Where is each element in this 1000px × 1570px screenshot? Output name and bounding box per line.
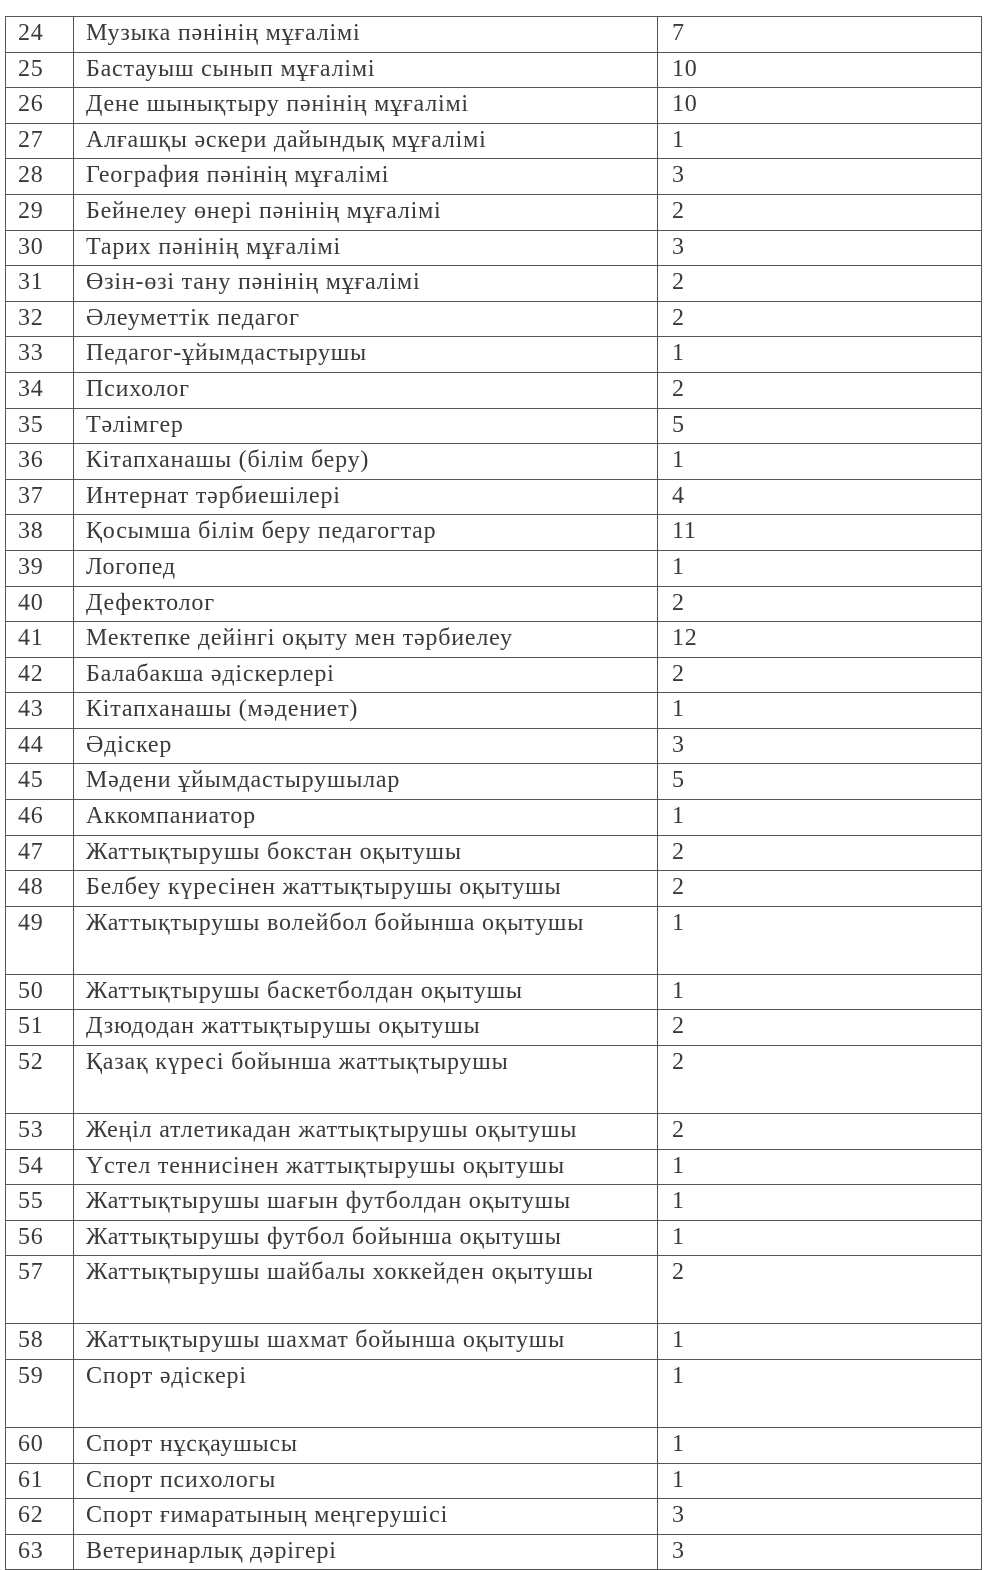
position-title: Үстел теннисінен жаттықтырушы оқытушы bbox=[74, 1149, 658, 1185]
position-count: 2 bbox=[658, 657, 982, 693]
position-count: 2 bbox=[658, 1010, 982, 1046]
position-count: 1 bbox=[658, 974, 982, 1010]
row-number: 53 bbox=[6, 1114, 74, 1150]
table-row bbox=[6, 835, 982, 871]
position-title: Бейнелеу өнері пәнінің мұғалімі bbox=[74, 194, 658, 230]
position-title: Жеңіл атлетикадан жаттықтырушы оқытушы bbox=[74, 1114, 658, 1150]
position-count: 1 bbox=[658, 906, 982, 974]
row-number: 28 bbox=[6, 159, 74, 195]
row-number: 55 bbox=[6, 1185, 74, 1221]
table-row bbox=[6, 1360, 982, 1428]
position-title: Дефектолог bbox=[74, 586, 658, 622]
position-count: 1 bbox=[658, 550, 982, 586]
table-row bbox=[6, 1324, 982, 1360]
row-number: 35 bbox=[6, 408, 74, 444]
position-title: Интернат тәрбиешілері bbox=[74, 479, 658, 515]
row-number: 51 bbox=[6, 1010, 74, 1046]
row-number: 58 bbox=[6, 1324, 74, 1360]
position-count: 2 bbox=[658, 871, 982, 907]
position-title: Психолог bbox=[74, 372, 658, 408]
table-row bbox=[6, 194, 982, 230]
row-number: 36 bbox=[6, 444, 74, 480]
position-count: 10 bbox=[658, 52, 982, 88]
table-row bbox=[6, 1010, 982, 1046]
position-title: Тәлімгер bbox=[74, 408, 658, 444]
row-number: 27 bbox=[6, 123, 74, 159]
table-row bbox=[6, 1046, 982, 1114]
row-number: 33 bbox=[6, 337, 74, 373]
position-title: География пәнінің мұғалімі bbox=[74, 159, 658, 195]
table-row bbox=[6, 266, 982, 302]
position-count: 2 bbox=[658, 1256, 982, 1324]
position-count: 2 bbox=[658, 1046, 982, 1114]
table-row bbox=[6, 479, 982, 515]
position-count: 2 bbox=[658, 301, 982, 337]
table-row bbox=[6, 301, 982, 337]
row-number: 60 bbox=[6, 1428, 74, 1464]
position-title: Мектепке дейінгі оқыту мен тәрбиелеу bbox=[74, 622, 658, 658]
position-count: 3 bbox=[658, 728, 982, 764]
position-count: 3 bbox=[658, 159, 982, 195]
position-count: 1 bbox=[658, 1185, 982, 1221]
row-number: 49 bbox=[6, 906, 74, 974]
row-number: 42 bbox=[6, 657, 74, 693]
position-count: 2 bbox=[658, 372, 982, 408]
table-row bbox=[6, 52, 982, 88]
position-count: 12 bbox=[658, 622, 982, 658]
row-number: 48 bbox=[6, 871, 74, 907]
position-title: Музыка пәнінің мұғалімі bbox=[74, 17, 658, 53]
table-row bbox=[6, 408, 982, 444]
position-count: 1 bbox=[658, 693, 982, 729]
position-count: 2 bbox=[658, 835, 982, 871]
row-number: 44 bbox=[6, 728, 74, 764]
row-number: 31 bbox=[6, 266, 74, 302]
position-count: 3 bbox=[658, 230, 982, 266]
position-title: Жаттықтырушы волейбол бойынша оқытушы bbox=[74, 906, 658, 974]
position-title: Бастауыш сынып мұғалімі bbox=[74, 52, 658, 88]
position-title: Жаттықтырушы шахмат бойынша оқытушы bbox=[74, 1324, 658, 1360]
table-row bbox=[6, 1428, 982, 1464]
position-count: 1 bbox=[658, 1463, 982, 1499]
table-body bbox=[6, 17, 982, 1570]
row-number: 40 bbox=[6, 586, 74, 622]
table-row bbox=[6, 1220, 982, 1256]
table-row bbox=[6, 1114, 982, 1150]
position-count: 5 bbox=[658, 408, 982, 444]
position-count: 4 bbox=[658, 479, 982, 515]
position-count: 1 bbox=[658, 1324, 982, 1360]
position-title: Әдіскер bbox=[74, 728, 658, 764]
row-number: 61 bbox=[6, 1463, 74, 1499]
position-count: 1 bbox=[658, 123, 982, 159]
table-row bbox=[6, 728, 982, 764]
table-row bbox=[6, 1256, 982, 1324]
position-count: 1 bbox=[658, 1360, 982, 1428]
row-number: 24 bbox=[6, 17, 74, 53]
row-number: 39 bbox=[6, 550, 74, 586]
table-row bbox=[6, 974, 982, 1010]
table-row bbox=[6, 17, 982, 53]
row-number: 63 bbox=[6, 1534, 74, 1570]
position-title: Аккомпаниатор bbox=[74, 800, 658, 836]
position-title: Спорт нұсқаушысы bbox=[74, 1428, 658, 1464]
position-count: 1 bbox=[658, 1220, 982, 1256]
position-title: Спорт психологы bbox=[74, 1463, 658, 1499]
position-title: Жаттықтырушы шағын футболдан оқытушы bbox=[74, 1185, 658, 1221]
position-count: 2 bbox=[658, 266, 982, 302]
position-count: 2 bbox=[658, 194, 982, 230]
table-row bbox=[6, 550, 982, 586]
table-row bbox=[6, 515, 982, 551]
row-number: 30 bbox=[6, 230, 74, 266]
position-count: 2 bbox=[658, 586, 982, 622]
staff-positions-table bbox=[5, 16, 982, 1570]
row-number: 47 bbox=[6, 835, 74, 871]
table-row bbox=[6, 871, 982, 907]
table-row bbox=[6, 123, 982, 159]
row-number: 37 bbox=[6, 479, 74, 515]
row-number: 25 bbox=[6, 52, 74, 88]
table-row bbox=[6, 657, 982, 693]
position-count: 7 bbox=[658, 17, 982, 53]
table-row bbox=[6, 764, 982, 800]
row-number: 34 bbox=[6, 372, 74, 408]
table-row bbox=[6, 1149, 982, 1185]
position-count: 1 bbox=[658, 1428, 982, 1464]
position-count: 1 bbox=[658, 1149, 982, 1185]
row-number: 57 bbox=[6, 1256, 74, 1324]
row-number: 38 bbox=[6, 515, 74, 551]
position-title: Кітапханашы (білім беру) bbox=[74, 444, 658, 480]
row-number: 52 bbox=[6, 1046, 74, 1114]
position-title: Ветеринарлық дәрігері bbox=[74, 1534, 658, 1570]
table-row bbox=[6, 800, 982, 836]
row-number: 29 bbox=[6, 194, 74, 230]
position-title: Тарих пәнінің мұғалімі bbox=[74, 230, 658, 266]
table-row bbox=[6, 337, 982, 373]
position-title: Қазақ күресі бойынша жаттықтырушы bbox=[74, 1046, 658, 1114]
table-row bbox=[6, 230, 982, 266]
table-row bbox=[6, 1463, 982, 1499]
row-number: 62 bbox=[6, 1499, 74, 1535]
row-number: 59 bbox=[6, 1360, 74, 1428]
table-row bbox=[6, 1534, 982, 1570]
position-title: Белбеу күресінен жаттықтырушы оқытушы bbox=[74, 871, 658, 907]
position-title: Дене шынықтыру пәнінің мұғалімі bbox=[74, 88, 658, 124]
position-title: Жаттықтырушы шайбалы хоккейден оқытушы bbox=[74, 1256, 658, 1324]
table-row bbox=[6, 372, 982, 408]
position-count: 3 bbox=[658, 1534, 982, 1570]
position-count: 10 bbox=[658, 88, 982, 124]
position-title: Мәдени ұйымдастырушылар bbox=[74, 764, 658, 800]
position-count: 1 bbox=[658, 800, 982, 836]
table-row bbox=[6, 159, 982, 195]
row-number: 50 bbox=[6, 974, 74, 1010]
table-row bbox=[6, 1499, 982, 1535]
position-title: Жаттықтырушы баскетболдан оқытушы bbox=[74, 974, 658, 1010]
position-count: 11 bbox=[658, 515, 982, 551]
position-title: Алғашқы әскери дайындық мұғалімі bbox=[74, 123, 658, 159]
table-row bbox=[6, 906, 982, 974]
row-number: 43 bbox=[6, 693, 74, 729]
position-title: Педагог-ұйымдастырушы bbox=[74, 337, 658, 373]
position-title: Спорт әдіскері bbox=[74, 1360, 658, 1428]
table-row bbox=[6, 444, 982, 480]
position-count: 2 bbox=[658, 1114, 982, 1150]
row-number: 56 bbox=[6, 1220, 74, 1256]
table-row bbox=[6, 693, 982, 729]
position-title: Әлеуметтік педагог bbox=[74, 301, 658, 337]
position-title: Қосымша білім беру педагогтар bbox=[74, 515, 658, 551]
position-count: 5 bbox=[658, 764, 982, 800]
table-row bbox=[6, 1185, 982, 1221]
table-row bbox=[6, 622, 982, 658]
position-count: 1 bbox=[658, 444, 982, 480]
position-count: 1 bbox=[658, 337, 982, 373]
row-number: 32 bbox=[6, 301, 74, 337]
position-title: Жаттықтырушы бокстан оқытушы bbox=[74, 835, 658, 871]
row-number: 26 bbox=[6, 88, 74, 124]
position-title: Логопед bbox=[74, 550, 658, 586]
position-title: Спорт ғимаратының меңгерушісі bbox=[74, 1499, 658, 1535]
row-number: 45 bbox=[6, 764, 74, 800]
row-number: 41 bbox=[6, 622, 74, 658]
position-title: Өзін-өзі тану пәнінің мұғалімі bbox=[74, 266, 658, 302]
position-count: 3 bbox=[658, 1499, 982, 1535]
row-number: 54 bbox=[6, 1149, 74, 1185]
position-title: Балабакша әдіскерлері bbox=[74, 657, 658, 693]
row-number: 46 bbox=[6, 800, 74, 836]
table-row bbox=[6, 88, 982, 124]
position-title: Кітапханашы (мәдениет) bbox=[74, 693, 658, 729]
position-title: Дзюдодан жаттықтырушы оқытушы bbox=[74, 1010, 658, 1046]
position-title: Жаттықтырушы футбол бойынша оқытушы bbox=[74, 1220, 658, 1256]
table-row bbox=[6, 586, 982, 622]
